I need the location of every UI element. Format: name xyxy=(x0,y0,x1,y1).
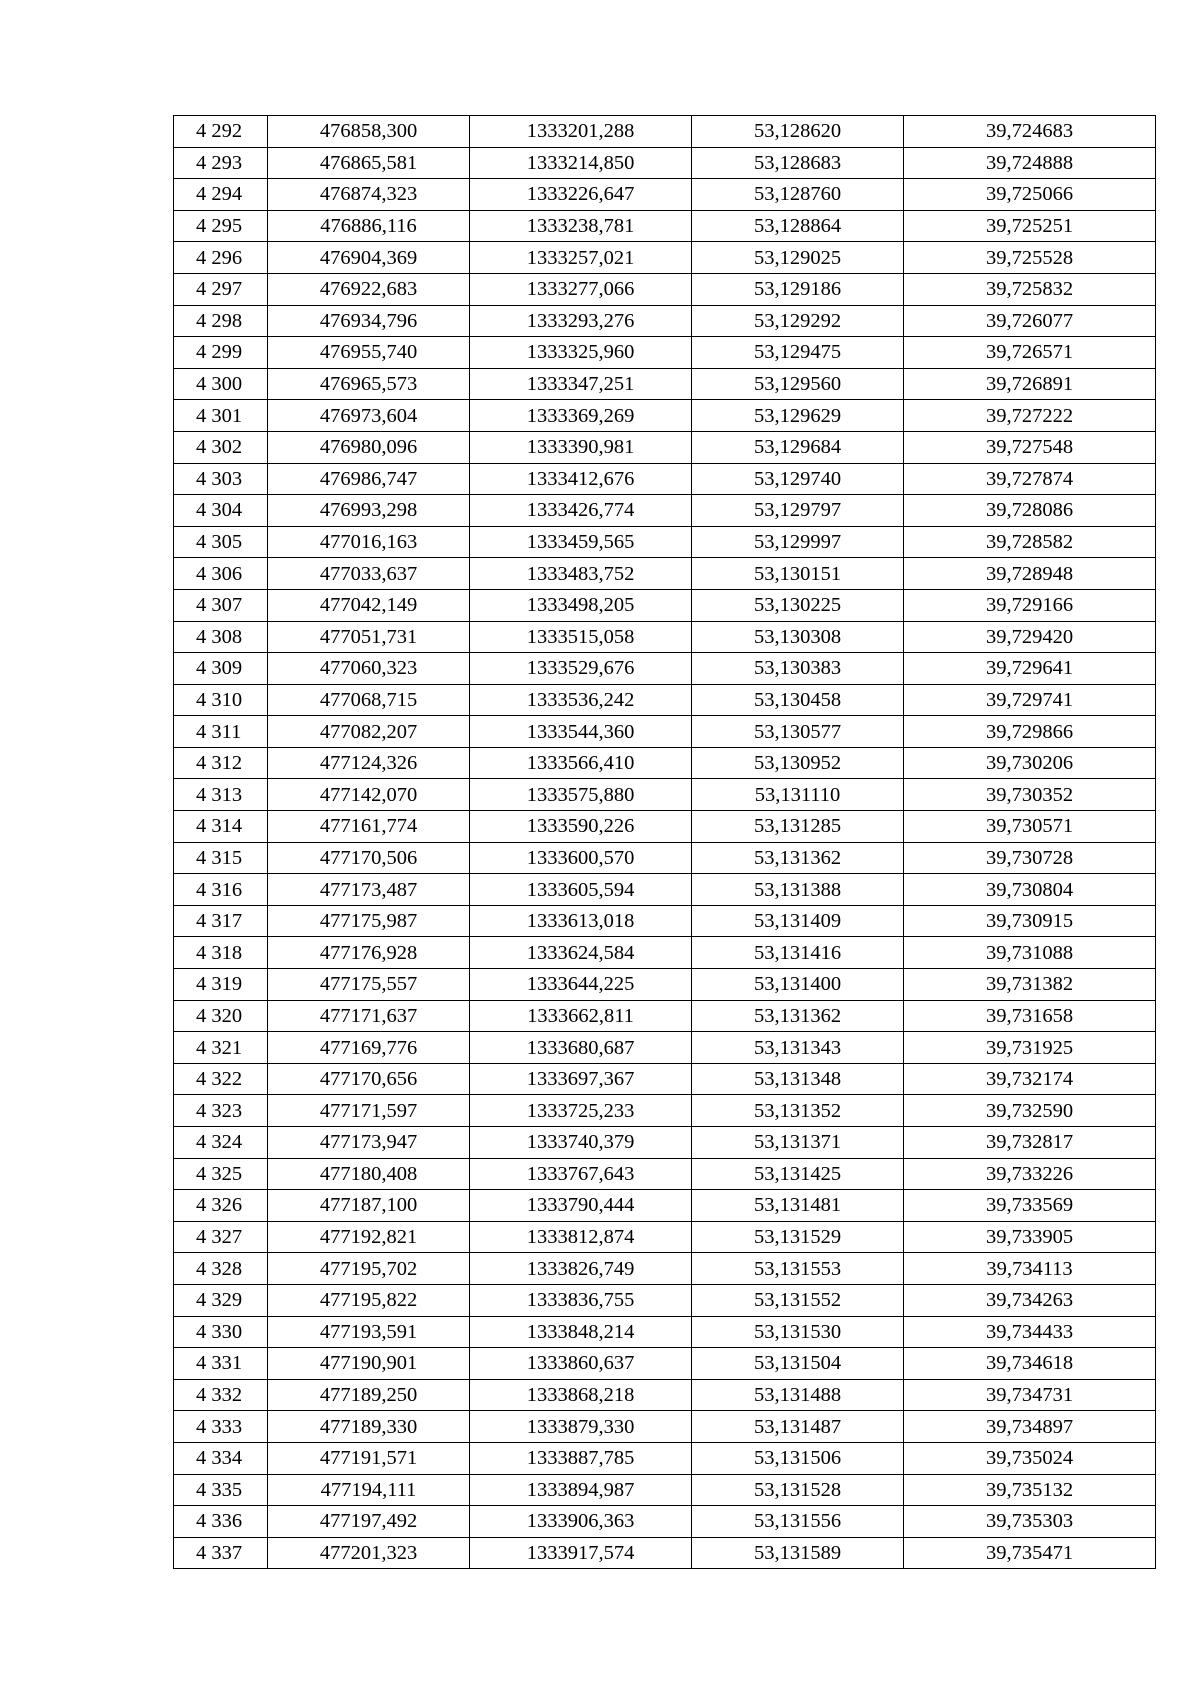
table-row xyxy=(174,937,1156,969)
x-coordinate-cell: 477192,821 xyxy=(268,1221,470,1253)
x-coordinate-cell: 477169,776 xyxy=(268,1032,470,1064)
point-number-cell: 4 305 xyxy=(174,526,268,558)
longitude-cell: 39,735132 xyxy=(904,1474,1156,1506)
table-row xyxy=(174,116,1156,148)
latitude-cell: 53,131481 xyxy=(692,1190,904,1222)
latitude-cell: 53,128620 xyxy=(692,116,904,148)
point-number-cell: 4 316 xyxy=(174,874,268,906)
latitude-cell: 53,130383 xyxy=(692,653,904,685)
y-coordinate-cell: 1333483,752 xyxy=(470,558,692,590)
point-number-cell: 4 294 xyxy=(174,179,268,211)
point-number-cell: 4 298 xyxy=(174,305,268,337)
table-row xyxy=(174,337,1156,369)
x-coordinate-cell: 477033,637 xyxy=(268,558,470,590)
table-row xyxy=(174,1095,1156,1127)
latitude-cell: 53,131506 xyxy=(692,1442,904,1474)
y-coordinate-cell: 1333697,367 xyxy=(470,1063,692,1095)
x-coordinate-cell: 477016,163 xyxy=(268,526,470,558)
x-coordinate-cell: 477068,715 xyxy=(268,684,470,716)
longitude-cell: 39,726077 xyxy=(904,305,1156,337)
table-row xyxy=(174,1127,1156,1159)
point-number-cell: 4 327 xyxy=(174,1221,268,1253)
latitude-cell: 53,131553 xyxy=(692,1253,904,1285)
y-coordinate-cell: 1333201,288 xyxy=(470,116,692,148)
y-coordinate-cell: 1333369,269 xyxy=(470,400,692,432)
table-row xyxy=(174,1474,1156,1506)
table-row xyxy=(174,1158,1156,1190)
longitude-cell: 39,728086 xyxy=(904,495,1156,527)
point-number-cell: 4 309 xyxy=(174,653,268,685)
y-coordinate-cell: 1333575,880 xyxy=(470,779,692,811)
table-row xyxy=(174,1253,1156,1285)
point-number-cell: 4 293 xyxy=(174,147,268,179)
latitude-cell: 53,129560 xyxy=(692,368,904,400)
x-coordinate-cell: 476886,116 xyxy=(268,210,470,242)
y-coordinate-cell: 1333459,565 xyxy=(470,526,692,558)
x-coordinate-cell: 477124,326 xyxy=(268,747,470,779)
x-coordinate-cell: 476980,096 xyxy=(268,431,470,463)
table-row xyxy=(174,621,1156,653)
longitude-cell: 39,734731 xyxy=(904,1379,1156,1411)
latitude-cell: 53,129797 xyxy=(692,495,904,527)
latitude-cell: 53,131504 xyxy=(692,1348,904,1380)
y-coordinate-cell: 1333214,850 xyxy=(470,147,692,179)
longitude-cell: 39,729866 xyxy=(904,716,1156,748)
table-row xyxy=(174,273,1156,305)
x-coordinate-cell: 477187,100 xyxy=(268,1190,470,1222)
y-coordinate-cell: 1333325,960 xyxy=(470,337,692,369)
x-coordinate-cell: 477161,774 xyxy=(268,811,470,843)
point-number-cell: 4 311 xyxy=(174,716,268,748)
longitude-cell: 39,724683 xyxy=(904,116,1156,148)
longitude-cell: 39,733569 xyxy=(904,1190,1156,1222)
point-number-cell: 4 299 xyxy=(174,337,268,369)
point-number-cell: 4 323 xyxy=(174,1095,268,1127)
table-row xyxy=(174,684,1156,716)
y-coordinate-cell: 1333860,637 xyxy=(470,1348,692,1380)
table-row xyxy=(174,779,1156,811)
latitude-cell: 53,131530 xyxy=(692,1316,904,1348)
point-number-cell: 4 313 xyxy=(174,779,268,811)
point-number-cell: 4 332 xyxy=(174,1379,268,1411)
latitude-cell: 53,131556 xyxy=(692,1506,904,1538)
x-coordinate-cell: 477195,822 xyxy=(268,1284,470,1316)
table-row xyxy=(174,305,1156,337)
longitude-cell: 39,731925 xyxy=(904,1032,1156,1064)
point-number-cell: 4 330 xyxy=(174,1316,268,1348)
y-coordinate-cell: 1333347,251 xyxy=(470,368,692,400)
y-coordinate-cell: 1333624,584 xyxy=(470,937,692,969)
point-number-cell: 4 306 xyxy=(174,558,268,590)
point-number-cell: 4 310 xyxy=(174,684,268,716)
x-coordinate-cell: 477170,656 xyxy=(268,1063,470,1095)
latitude-cell: 53,131425 xyxy=(692,1158,904,1190)
longitude-cell: 39,733226 xyxy=(904,1158,1156,1190)
x-coordinate-cell: 477180,408 xyxy=(268,1158,470,1190)
latitude-cell: 53,128760 xyxy=(692,179,904,211)
latitude-cell: 53,131348 xyxy=(692,1063,904,1095)
longitude-cell: 39,725832 xyxy=(904,273,1156,305)
point-number-cell: 4 317 xyxy=(174,905,268,937)
latitude-cell: 53,130577 xyxy=(692,716,904,748)
point-number-cell: 4 325 xyxy=(174,1158,268,1190)
latitude-cell: 53,128683 xyxy=(692,147,904,179)
x-coordinate-cell: 477173,487 xyxy=(268,874,470,906)
x-coordinate-cell: 476858,300 xyxy=(268,116,470,148)
longitude-cell: 39,729420 xyxy=(904,621,1156,653)
longitude-cell: 39,735303 xyxy=(904,1506,1156,1538)
y-coordinate-cell: 1333790,444 xyxy=(470,1190,692,1222)
latitude-cell: 53,131362 xyxy=(692,842,904,874)
latitude-cell: 53,131343 xyxy=(692,1032,904,1064)
x-coordinate-cell: 477051,731 xyxy=(268,621,470,653)
longitude-cell: 39,731088 xyxy=(904,937,1156,969)
x-coordinate-cell: 477191,571 xyxy=(268,1442,470,1474)
table-row xyxy=(174,463,1156,495)
longitude-cell: 39,731658 xyxy=(904,1000,1156,1032)
longitude-cell: 39,730571 xyxy=(904,811,1156,843)
longitude-cell: 39,734897 xyxy=(904,1411,1156,1443)
y-coordinate-cell: 1333529,676 xyxy=(470,653,692,685)
y-coordinate-cell: 1333600,570 xyxy=(470,842,692,874)
point-number-cell: 4 335 xyxy=(174,1474,268,1506)
longitude-cell: 39,724888 xyxy=(904,147,1156,179)
longitude-cell: 39,728582 xyxy=(904,526,1156,558)
table-row xyxy=(174,1221,1156,1253)
table-row xyxy=(174,905,1156,937)
y-coordinate-cell: 1333605,594 xyxy=(470,874,692,906)
point-number-cell: 4 292 xyxy=(174,116,268,148)
table-row xyxy=(174,147,1156,179)
y-coordinate-cell: 1333277,066 xyxy=(470,273,692,305)
y-coordinate-cell: 1333412,676 xyxy=(470,463,692,495)
latitude-cell: 53,131529 xyxy=(692,1221,904,1253)
table-row xyxy=(174,811,1156,843)
x-coordinate-cell: 477197,492 xyxy=(268,1506,470,1538)
longitude-cell: 39,734113 xyxy=(904,1253,1156,1285)
latitude-cell: 53,129475 xyxy=(692,337,904,369)
y-coordinate-cell: 1333498,205 xyxy=(470,589,692,621)
longitude-cell: 39,732590 xyxy=(904,1095,1156,1127)
y-coordinate-cell: 1333887,785 xyxy=(470,1442,692,1474)
table-row xyxy=(174,1537,1156,1569)
point-number-cell: 4 302 xyxy=(174,431,268,463)
x-coordinate-cell: 477082,207 xyxy=(268,716,470,748)
table-row xyxy=(174,210,1156,242)
latitude-cell: 53,131552 xyxy=(692,1284,904,1316)
latitude-cell: 53,131400 xyxy=(692,969,904,1001)
y-coordinate-cell: 1333680,687 xyxy=(470,1032,692,1064)
point-number-cell: 4 307 xyxy=(174,589,268,621)
latitude-cell: 53,131528 xyxy=(692,1474,904,1506)
longitude-cell: 39,730804 xyxy=(904,874,1156,906)
table-row xyxy=(174,495,1156,527)
table-row xyxy=(174,242,1156,274)
y-coordinate-cell: 1333894,987 xyxy=(470,1474,692,1506)
y-coordinate-cell: 1333515,058 xyxy=(470,621,692,653)
table-row xyxy=(174,1284,1156,1316)
table-row xyxy=(174,179,1156,211)
x-coordinate-cell: 476904,369 xyxy=(268,242,470,274)
x-coordinate-cell: 477175,557 xyxy=(268,969,470,1001)
latitude-cell: 53,131388 xyxy=(692,874,904,906)
table-row xyxy=(174,1000,1156,1032)
table-row xyxy=(174,368,1156,400)
x-coordinate-cell: 476965,573 xyxy=(268,368,470,400)
table-row xyxy=(174,969,1156,1001)
y-coordinate-cell: 1333390,981 xyxy=(470,431,692,463)
latitude-cell: 53,131488 xyxy=(692,1379,904,1411)
point-number-cell: 4 326 xyxy=(174,1190,268,1222)
longitude-cell: 39,732817 xyxy=(904,1127,1156,1159)
table-row xyxy=(174,400,1156,432)
latitude-cell: 53,131589 xyxy=(692,1537,904,1569)
y-coordinate-cell: 1333226,647 xyxy=(470,179,692,211)
y-coordinate-cell: 1333566,410 xyxy=(470,747,692,779)
y-coordinate-cell: 1333917,574 xyxy=(470,1537,692,1569)
longitude-cell: 39,729741 xyxy=(904,684,1156,716)
longitude-cell: 39,732174 xyxy=(904,1063,1156,1095)
point-number-cell: 4 329 xyxy=(174,1284,268,1316)
table-row xyxy=(174,747,1156,779)
y-coordinate-cell: 1333613,018 xyxy=(470,905,692,937)
point-number-cell: 4 304 xyxy=(174,495,268,527)
x-coordinate-cell: 477042,149 xyxy=(268,589,470,621)
point-number-cell: 4 312 xyxy=(174,747,268,779)
table-row xyxy=(174,1190,1156,1222)
y-coordinate-cell: 1333257,021 xyxy=(470,242,692,274)
y-coordinate-cell: 1333536,242 xyxy=(470,684,692,716)
latitude-cell: 53,130458 xyxy=(692,684,904,716)
longitude-cell: 39,726891 xyxy=(904,368,1156,400)
x-coordinate-cell: 476922,683 xyxy=(268,273,470,305)
longitude-cell: 39,735471 xyxy=(904,1537,1156,1569)
table-row xyxy=(174,1032,1156,1064)
x-coordinate-cell: 476955,740 xyxy=(268,337,470,369)
longitude-cell: 39,730728 xyxy=(904,842,1156,874)
y-coordinate-cell: 1333879,330 xyxy=(470,1411,692,1443)
table-row xyxy=(174,874,1156,906)
y-coordinate-cell: 1333740,379 xyxy=(470,1127,692,1159)
x-coordinate-cell: 477142,070 xyxy=(268,779,470,811)
x-coordinate-cell: 477201,323 xyxy=(268,1537,470,1569)
point-number-cell: 4 333 xyxy=(174,1411,268,1443)
latitude-cell: 53,129025 xyxy=(692,242,904,274)
x-coordinate-cell: 477175,987 xyxy=(268,905,470,937)
coordinates-table-body xyxy=(174,116,1156,1569)
latitude-cell: 53,131362 xyxy=(692,1000,904,1032)
latitude-cell: 53,129292 xyxy=(692,305,904,337)
table-row xyxy=(174,716,1156,748)
table-row xyxy=(174,1506,1156,1538)
table-row xyxy=(174,1316,1156,1348)
x-coordinate-cell: 477060,323 xyxy=(268,653,470,685)
table-row xyxy=(174,1379,1156,1411)
latitude-cell: 53,131352 xyxy=(692,1095,904,1127)
point-number-cell: 4 303 xyxy=(174,463,268,495)
x-coordinate-cell: 477176,928 xyxy=(268,937,470,969)
x-coordinate-cell: 476934,796 xyxy=(268,305,470,337)
latitude-cell: 53,128864 xyxy=(692,210,904,242)
longitude-cell: 39,731382 xyxy=(904,969,1156,1001)
latitude-cell: 53,131409 xyxy=(692,905,904,937)
x-coordinate-cell: 476986,747 xyxy=(268,463,470,495)
point-number-cell: 4 296 xyxy=(174,242,268,274)
longitude-cell: 39,727874 xyxy=(904,463,1156,495)
x-coordinate-cell: 477194,111 xyxy=(268,1474,470,1506)
longitude-cell: 39,734618 xyxy=(904,1348,1156,1380)
x-coordinate-cell: 477195,702 xyxy=(268,1253,470,1285)
longitude-cell: 39,729166 xyxy=(904,589,1156,621)
point-number-cell: 4 322 xyxy=(174,1063,268,1095)
x-coordinate-cell: 476874,323 xyxy=(268,179,470,211)
latitude-cell: 53,130151 xyxy=(692,558,904,590)
y-coordinate-cell: 1333767,643 xyxy=(470,1158,692,1190)
table-row xyxy=(174,1348,1156,1380)
point-number-cell: 4 319 xyxy=(174,969,268,1001)
point-number-cell: 4 336 xyxy=(174,1506,268,1538)
y-coordinate-cell: 1333906,363 xyxy=(470,1506,692,1538)
y-coordinate-cell: 1333826,749 xyxy=(470,1253,692,1285)
latitude-cell: 53,131285 xyxy=(692,811,904,843)
y-coordinate-cell: 1333848,214 xyxy=(470,1316,692,1348)
x-coordinate-cell: 477189,250 xyxy=(268,1379,470,1411)
y-coordinate-cell: 1333293,276 xyxy=(470,305,692,337)
longitude-cell: 39,730206 xyxy=(904,747,1156,779)
longitude-cell: 39,730352 xyxy=(904,779,1156,811)
table-row xyxy=(174,1442,1156,1474)
point-number-cell: 4 297 xyxy=(174,273,268,305)
table-row xyxy=(174,842,1156,874)
y-coordinate-cell: 1333868,218 xyxy=(470,1379,692,1411)
point-number-cell: 4 321 xyxy=(174,1032,268,1064)
longitude-cell: 39,727222 xyxy=(904,400,1156,432)
x-coordinate-cell: 476865,581 xyxy=(268,147,470,179)
latitude-cell: 53,131371 xyxy=(692,1127,904,1159)
point-number-cell: 4 308 xyxy=(174,621,268,653)
longitude-cell: 39,725251 xyxy=(904,210,1156,242)
x-coordinate-cell: 477193,591 xyxy=(268,1316,470,1348)
x-coordinate-cell: 477171,597 xyxy=(268,1095,470,1127)
point-number-cell: 4 324 xyxy=(174,1127,268,1159)
y-coordinate-cell: 1333238,781 xyxy=(470,210,692,242)
point-number-cell: 4 334 xyxy=(174,1442,268,1474)
y-coordinate-cell: 1333590,226 xyxy=(470,811,692,843)
x-coordinate-cell: 476993,298 xyxy=(268,495,470,527)
latitude-cell: 53,129740 xyxy=(692,463,904,495)
longitude-cell: 39,728948 xyxy=(904,558,1156,590)
point-number-cell: 4 300 xyxy=(174,368,268,400)
latitude-cell: 53,129629 xyxy=(692,400,904,432)
latitude-cell: 53,129684 xyxy=(692,431,904,463)
longitude-cell: 39,734433 xyxy=(904,1316,1156,1348)
longitude-cell: 39,727548 xyxy=(904,431,1156,463)
x-coordinate-cell: 476973,604 xyxy=(268,400,470,432)
table-row xyxy=(174,1063,1156,1095)
point-number-cell: 4 320 xyxy=(174,1000,268,1032)
x-coordinate-cell: 477173,947 xyxy=(268,1127,470,1159)
table-row xyxy=(174,589,1156,621)
y-coordinate-cell: 1333426,774 xyxy=(470,495,692,527)
y-coordinate-cell: 1333812,874 xyxy=(470,1221,692,1253)
latitude-cell: 53,130308 xyxy=(692,621,904,653)
longitude-cell: 39,725528 xyxy=(904,242,1156,274)
longitude-cell: 39,729641 xyxy=(904,653,1156,685)
coordinates-table xyxy=(173,115,1156,1569)
latitude-cell: 53,130952 xyxy=(692,747,904,779)
x-coordinate-cell: 477189,330 xyxy=(268,1411,470,1443)
point-number-cell: 4 301 xyxy=(174,400,268,432)
table-row xyxy=(174,653,1156,685)
table-row xyxy=(174,526,1156,558)
longitude-cell: 39,730915 xyxy=(904,905,1156,937)
longitude-cell: 39,726571 xyxy=(904,337,1156,369)
table-row xyxy=(174,558,1156,590)
latitude-cell: 53,130225 xyxy=(692,589,904,621)
longitude-cell: 39,733905 xyxy=(904,1221,1156,1253)
latitude-cell: 53,131487 xyxy=(692,1411,904,1443)
x-coordinate-cell: 477171,637 xyxy=(268,1000,470,1032)
latitude-cell: 53,131416 xyxy=(692,937,904,969)
point-number-cell: 4 295 xyxy=(174,210,268,242)
y-coordinate-cell: 1333725,233 xyxy=(470,1095,692,1127)
point-number-cell: 4 314 xyxy=(174,811,268,843)
point-number-cell: 4 315 xyxy=(174,842,268,874)
y-coordinate-cell: 1333544,360 xyxy=(470,716,692,748)
latitude-cell: 53,131110 xyxy=(692,779,904,811)
y-coordinate-cell: 1333836,755 xyxy=(470,1284,692,1316)
point-number-cell: 4 318 xyxy=(174,937,268,969)
longitude-cell: 39,734263 xyxy=(904,1284,1156,1316)
x-coordinate-cell: 477190,901 xyxy=(268,1348,470,1380)
y-coordinate-cell: 1333662,811 xyxy=(470,1000,692,1032)
table-row xyxy=(174,1411,1156,1443)
latitude-cell: 53,129997 xyxy=(692,526,904,558)
point-number-cell: 4 331 xyxy=(174,1348,268,1380)
latitude-cell: 53,129186 xyxy=(692,273,904,305)
table-row xyxy=(174,431,1156,463)
longitude-cell: 39,735024 xyxy=(904,1442,1156,1474)
x-coordinate-cell: 477170,506 xyxy=(268,842,470,874)
point-number-cell: 4 328 xyxy=(174,1253,268,1285)
y-coordinate-cell: 1333644,225 xyxy=(470,969,692,1001)
point-number-cell: 4 337 xyxy=(174,1537,268,1569)
longitude-cell: 39,725066 xyxy=(904,179,1156,211)
